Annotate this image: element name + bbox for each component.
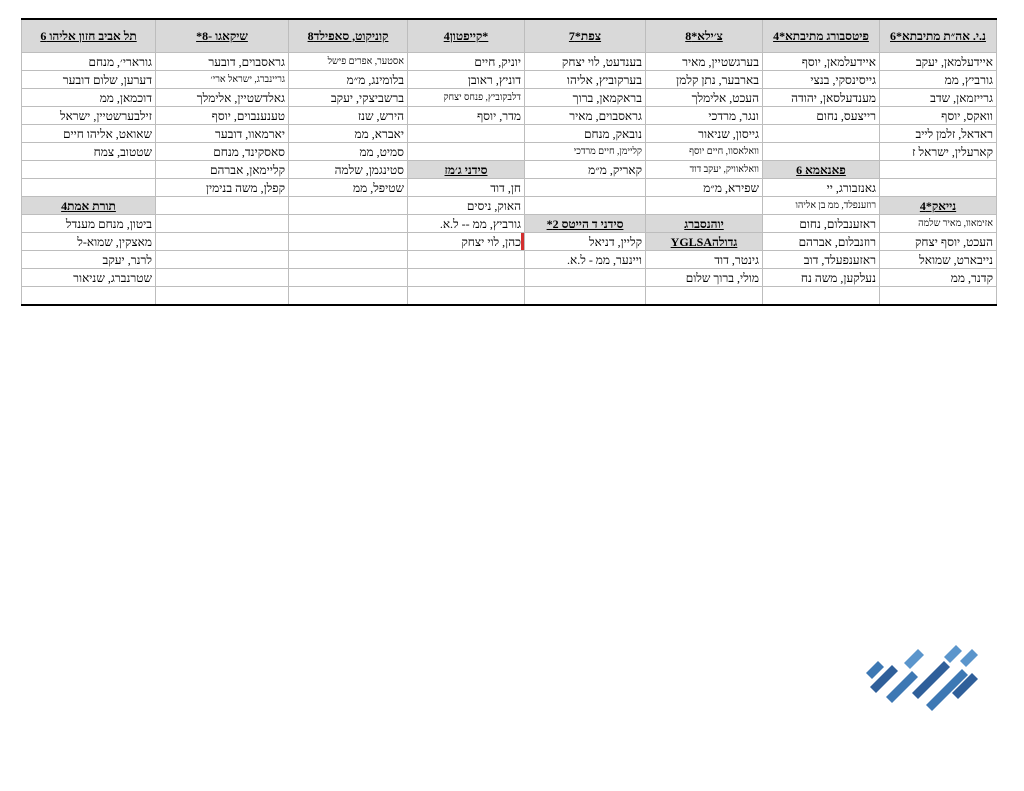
name-cell	[156, 215, 289, 233]
name-cell: גרייזמאן, שדב	[880, 89, 997, 107]
name-cell	[156, 287, 289, 306]
name-cell: בלומינג, מ״מ	[289, 71, 408, 89]
name-cell: גייסינסקי, בנצי	[763, 71, 880, 89]
table-row	[22, 89, 997, 107]
name-cell	[408, 125, 525, 143]
name-cell: סאסקינד, מנחם	[156, 143, 289, 161]
name-cell: נעלקען, משה נח	[763, 269, 880, 287]
name-cell: גאלדשטיין, אלימלך	[156, 89, 289, 107]
name-cell: סטינגמן, שלמה	[289, 161, 408, 179]
group-subheader: תורת אמת4	[22, 197, 156, 215]
name-cell: ראזענפעלד, דוב	[763, 251, 880, 269]
table-row	[22, 107, 997, 125]
name-cell: ברשביצקי, יעקב	[289, 89, 408, 107]
table-row	[22, 125, 997, 143]
name-cell: רוזנבלום, אברהם	[763, 233, 880, 251]
name-cell: לרנר, יעקב	[22, 251, 156, 269]
table-row	[22, 269, 997, 287]
name-cell: קארעלין, ישראל ז	[880, 143, 997, 161]
name-cell: גאנזבורג, יי	[763, 179, 880, 197]
name-cell	[408, 251, 525, 269]
name-cell	[763, 143, 880, 161]
table-row	[22, 251, 997, 269]
name-cell: מאצקין, שמוא-ל	[22, 233, 156, 251]
name-cell: רוזענפלד, ממ בן אליהו	[763, 197, 880, 215]
name-cell: ונגר, מרדכי	[646, 107, 763, 125]
column-header: פיטסבורג מתיבתא*4	[763, 19, 880, 53]
name-cell: שטיפל, ממ	[289, 179, 408, 197]
name-cell	[763, 125, 880, 143]
name-cell	[289, 287, 408, 306]
name-cell	[408, 287, 525, 306]
name-cell	[156, 197, 289, 215]
name-cell: קפלן, משה בנימין	[156, 179, 289, 197]
name-cell	[289, 197, 408, 215]
name-cell	[525, 197, 646, 215]
group-subheader: יוהנסברג	[646, 215, 763, 233]
column-header: קוניקוט, סאפילד8	[289, 19, 408, 53]
name-cell: גראסבוים, מאיר	[525, 107, 646, 125]
name-cell: יארמאוו, דובער	[156, 125, 289, 143]
name-cell: שפירא, מ״מ	[646, 179, 763, 197]
name-cell: קליין, דניאל	[525, 233, 646, 251]
name-cell: האוק, ניסים	[408, 197, 525, 215]
name-cell: יאברא, ממ	[289, 125, 408, 143]
name-cell	[408, 143, 525, 161]
name-cell: ראדאל, זלמן לייב	[880, 125, 997, 143]
name-cell: בראקמאן, ברוך	[525, 89, 646, 107]
name-cell: גינטר, דוד	[646, 251, 763, 269]
group-subheader: גדולהYGLSA	[646, 233, 763, 251]
name-cell	[289, 251, 408, 269]
name-cell	[525, 269, 646, 287]
name-cell	[646, 287, 763, 306]
name-cell: שאואט, אליהו חיים	[22, 125, 156, 143]
name-cell: העכט, יוסף יצחק	[880, 233, 997, 251]
name-cell: העכט, אלימלך	[646, 89, 763, 107]
column-header: תל אביב חזון אליהו 6	[22, 19, 156, 53]
name-cell	[289, 269, 408, 287]
name-cell	[525, 179, 646, 197]
name-cell	[156, 233, 289, 251]
name-cell: מענדעלסאן, יהודה	[763, 89, 880, 107]
name-cell	[880, 287, 997, 306]
name-cell: וואקס, יוסף	[880, 107, 997, 125]
name-cell	[22, 179, 156, 197]
table-row	[22, 143, 997, 161]
name-cell: מדר, יוסף	[408, 107, 525, 125]
group-subheader: סידני ג׳מז	[408, 161, 525, 179]
name-cell	[22, 161, 156, 179]
name-cell: גורביץ, ממ	[880, 71, 997, 89]
name-cell: כהן, לוי יצחק	[408, 233, 525, 251]
name-cell	[408, 269, 525, 287]
column-header: צ׳ילא*8	[646, 19, 763, 53]
name-cell: הירש, שנז	[289, 107, 408, 125]
name-cell: איידעלמאן, יעקב	[880, 53, 997, 71]
name-cell: יוניק, חיים	[408, 53, 525, 71]
name-cell: גורארי׳, מנחם	[22, 53, 156, 71]
table-row	[22, 53, 997, 71]
name-cell: גייסון, שניאור	[646, 125, 763, 143]
name-cell: שטרנברג, שניאור	[22, 269, 156, 287]
table-row	[22, 215, 997, 233]
assignment-table	[21, 18, 997, 306]
table-row	[22, 287, 997, 306]
name-cell: בערקוביץ, אליהו	[525, 71, 646, 89]
column-header: *קייפטון4	[408, 19, 525, 53]
name-cell: גורביץ, ממ -- ל.א.	[408, 215, 525, 233]
table-row	[22, 197, 997, 215]
name-cell: איידעלמאן, יוסף	[763, 53, 880, 71]
name-cell	[880, 179, 997, 197]
logo-icon	[864, 643, 980, 713]
table-row	[22, 179, 997, 197]
name-cell: בענדעט, לוי יצחק	[525, 53, 646, 71]
name-cell: נייבארט, שמואל	[880, 251, 997, 269]
name-cell	[156, 251, 289, 269]
table-row	[22, 161, 997, 179]
name-cell: וואלאסוו, חיים יוסף	[646, 143, 763, 161]
name-cell: קדנר, ממ	[880, 269, 997, 287]
name-cell: בארבער, נתן קלמן	[646, 71, 763, 89]
name-cell	[646, 197, 763, 215]
group-subheader: פאנאמא 6	[763, 161, 880, 179]
name-cell: גראסבוים, דובער	[156, 53, 289, 71]
column-header: שיקאגו -8*	[156, 19, 289, 53]
column-header: צפת*7	[525, 19, 646, 53]
name-cell	[22, 287, 156, 306]
name-cell: ראזענבלום, נחום	[763, 215, 880, 233]
name-cell	[156, 269, 289, 287]
name-cell: שטטוב, צמח	[22, 143, 156, 161]
name-cell: חן, דוד	[408, 179, 525, 197]
table-row	[22, 233, 997, 251]
name-cell	[880, 161, 997, 179]
table-row	[22, 71, 997, 89]
name-cell: נובאק, מנחם	[525, 125, 646, 143]
name-cell: רייצעס, נחום	[763, 107, 880, 125]
name-cell: קליימן, חיים מרדכי	[525, 143, 646, 161]
name-cell: ביטון, מנחם מענדל	[22, 215, 156, 233]
name-cell: גריינברג, ישראל ארי׳	[156, 71, 289, 89]
name-cell: דוכמאן, ממ	[22, 89, 156, 107]
name-cell: דוניץ, ראובן	[408, 71, 525, 89]
name-cell	[525, 287, 646, 306]
group-subheader: נייאק*4	[880, 197, 997, 215]
column-header: נ.י. אה״ת מתיבתא*6	[880, 19, 997, 53]
name-cell: דלבקוביץ, פנחס יצחק	[408, 89, 525, 107]
group-subheader: סידני ד הייטס 2*	[525, 215, 646, 233]
name-cell: קאריק, מ״מ	[525, 161, 646, 179]
name-cell	[763, 287, 880, 306]
name-cell: ויינער, ממ - ל.א.	[525, 251, 646, 269]
name-cell: קליימאן, אברהם	[156, 161, 289, 179]
name-cell: דערען, שלום דובער	[22, 71, 156, 89]
name-cell: וואלאוויק, יעקב דוד	[646, 161, 763, 179]
name-cell	[289, 233, 408, 251]
name-cell: מולי, ברוך שלום	[646, 269, 763, 287]
name-cell: סמיט, ממ	[289, 143, 408, 161]
name-cell: זילבערשטיין, ישראל	[22, 107, 156, 125]
name-cell	[289, 215, 408, 233]
name-cell: אסטער, אפרים פישל	[289, 53, 408, 71]
name-cell: אזימאוו, מאיר שלמה	[880, 215, 997, 233]
name-cell: טענענבוים, יוסף	[156, 107, 289, 125]
name-cell: בערגשטיין, מאיר	[646, 53, 763, 71]
